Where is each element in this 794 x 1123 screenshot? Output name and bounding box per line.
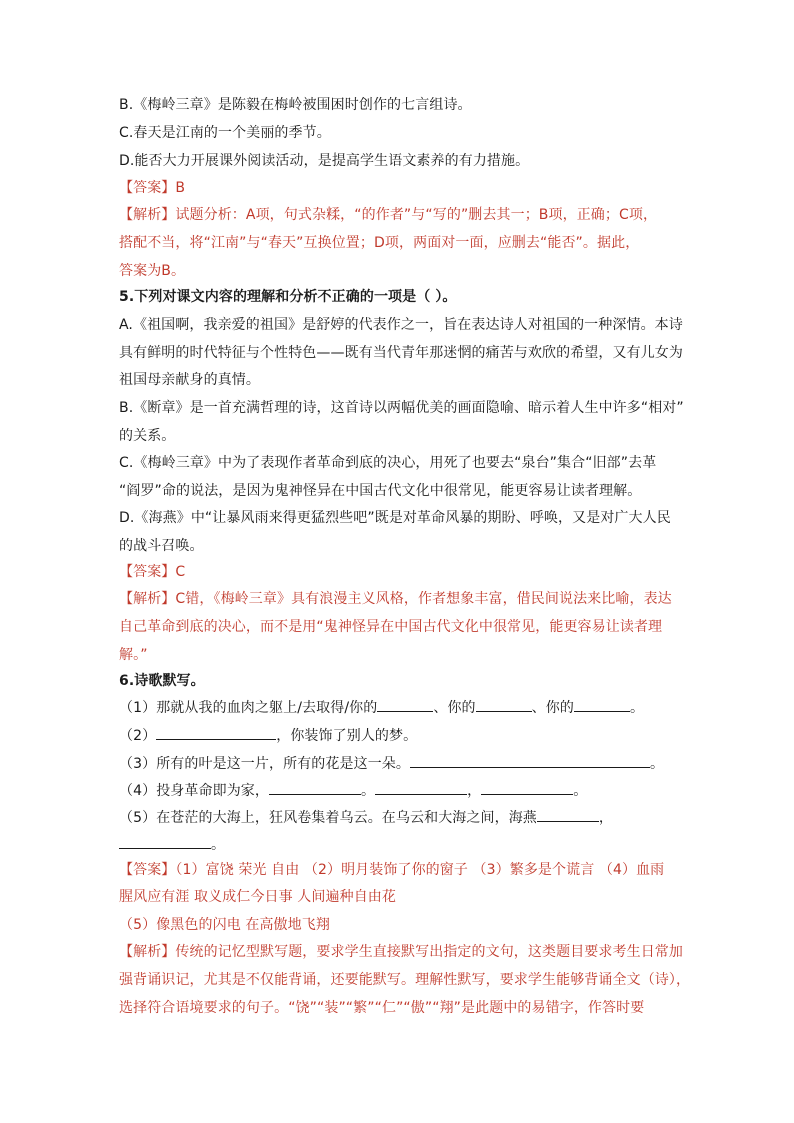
analysis-q6-line2: 强背诵识记，尤其是不仅能背诵，还要能默写。理解性默写，要求学生能够背诵全文（诗）， <box>119 972 691 988</box>
blank-field[interactable] <box>537 807 599 822</box>
q6-item-1: （1）那就从我的血肉之躯上/去取得/你的 、你的 、你的 。 <box>119 697 644 718</box>
question-6-title: 6.诗歌默写。 <box>119 673 205 689</box>
blank-field[interactable] <box>574 697 630 712</box>
analysis-q4-line2: 搭配不当，将“江南”与“春天”互换位置；D项，两面对一面，应删去“能否”。据此， <box>119 235 640 251</box>
blank-field[interactable] <box>375 780 467 795</box>
option-c-q5-line2: “阎罗”命的说法，是因为鬼神怪异在中国古代文化中很常见，能更容易让读者理解。 <box>119 483 642 499</box>
analysis-q6-line1: 【解析】传统的记忆型默写题，要求学生直接默写出指定的文句，这类题目要求考生日常加 <box>119 944 684 960</box>
option-b-q5-line1: B.《断章》是一首充满哲理的诗，这首诗以两幅优美的画面隐喻、暗示着人生中许多“相对” <box>119 400 684 416</box>
q6-item-4: （4）投身革命即为家， 。 ， 。 <box>119 780 587 801</box>
answer-label: 【答案】 <box>119 564 176 580</box>
option-c-q4: C.春天是江南的一个美丽的季节。 <box>119 125 331 141</box>
answer-value: C <box>175 564 186 580</box>
option-c-q5-line1: C.《梅岭三章》中为了表现作者革命到底的决心，用死了也要去“泉台”集合“旧部”去革 <box>119 455 657 471</box>
blank-field[interactable] <box>476 697 532 712</box>
q6-item-2: （2） ，你装饰了别人的梦。 <box>119 725 417 746</box>
answer-q6-line3: （5）像黑色的闪电 在高傲地飞翔 <box>119 917 330 933</box>
blank-field[interactable] <box>481 780 573 795</box>
option-b-q5-line2: 的关系。 <box>119 428 176 444</box>
answer-label: 【答案】 <box>119 862 176 878</box>
analysis-q5-line1: 【解析】C错，《梅岭三章》具有浪漫主义风格，作者想象丰富，借民间说法来比喻，表达 <box>119 591 672 607</box>
analysis-q4-line3: 答案为B。 <box>119 263 186 279</box>
question-5-title: 5.下列对课文内容的理解和分析不正确的一项是（ ）。 <box>119 289 457 305</box>
analysis-label: 【解析】 <box>119 944 176 960</box>
analysis-q6-line3: 选择符合语境要求的句子。“饶”“装”“繁”“仁”“傲”“翔”是此题中的易错字，作答时要 <box>119 1000 645 1016</box>
option-d-q5-line1: D.《海燕》中“让暴风雨来得更猛烈些吧”既是对革命风暴的期盼、呼唤，又是对广大人民 <box>119 510 671 526</box>
option-b-q4: B.《梅岭三章》是陈毅在梅岭被围困时创作的七言组诗。 <box>119 97 472 113</box>
blank-field[interactable] <box>156 725 276 740</box>
q6-item-5-line2: 。 <box>119 834 225 855</box>
q6-item-5-line1: （5）在苍茫的大海上，狂风卷集着乌云。在乌云和大海之间，海燕 ， <box>119 807 613 828</box>
analysis-q5-line3: 解。” <box>119 647 148 663</box>
answer-q5 <box>119 562 185 582</box>
option-d-q5-line2: 的战斗召唤。 <box>119 538 204 554</box>
answer-value: B <box>175 180 186 196</box>
answer-q6-line2: 腥风应有涯 取义成仁今日事 人间遍种自由花 <box>119 889 396 905</box>
q6-item-3: （3）所有的叶是这一片，所有的花是这一朵。 。 <box>119 753 664 774</box>
blank-field[interactable] <box>119 834 211 849</box>
analysis-label: 【解析】 <box>119 207 176 223</box>
answer-q4 <box>119 178 185 198</box>
blank-field[interactable] <box>410 753 650 768</box>
analysis-q4-line1: 【解析】试题分析：A项，句式杂糅，“的作者”与“写的”删去其一；B项，正确；C项， <box>119 207 658 223</box>
blank-field[interactable] <box>269 780 361 795</box>
option-a-q5-line1: A.《祖国啊，我亲爱的祖国》是舒婷的代表作之一，旨在表达诗人对祖国的一种深情。本诗 <box>119 317 683 333</box>
blank-field[interactable] <box>377 697 433 712</box>
answer-q6-line1: 【答案】（1）富饶 荣光 自由 （2）明月装饰了你的窗子 （3）繁多是个谎言 （4）血雨 <box>119 862 665 878</box>
option-d-q4: D.能否大力开展课外阅读活动，是提高学生语文素养的有力措施。 <box>119 153 530 169</box>
answer-label: 【答案】 <box>119 180 176 196</box>
option-a-q5-line3: 祖国母亲献身的真情。 <box>119 372 260 388</box>
analysis-label: 【解析】 <box>119 591 176 607</box>
option-a-q5-line2: 具有鲜明的时代特征与个性特色——既有当代青年那迷惘的痛苦与欢欣的希望，又有儿女为 <box>119 345 683 361</box>
analysis-q5-line2: 自己革命到底的决心，而不是用“鬼神怪异在中国古代文化中很常见，能更容易让读者理 <box>119 619 663 635</box>
